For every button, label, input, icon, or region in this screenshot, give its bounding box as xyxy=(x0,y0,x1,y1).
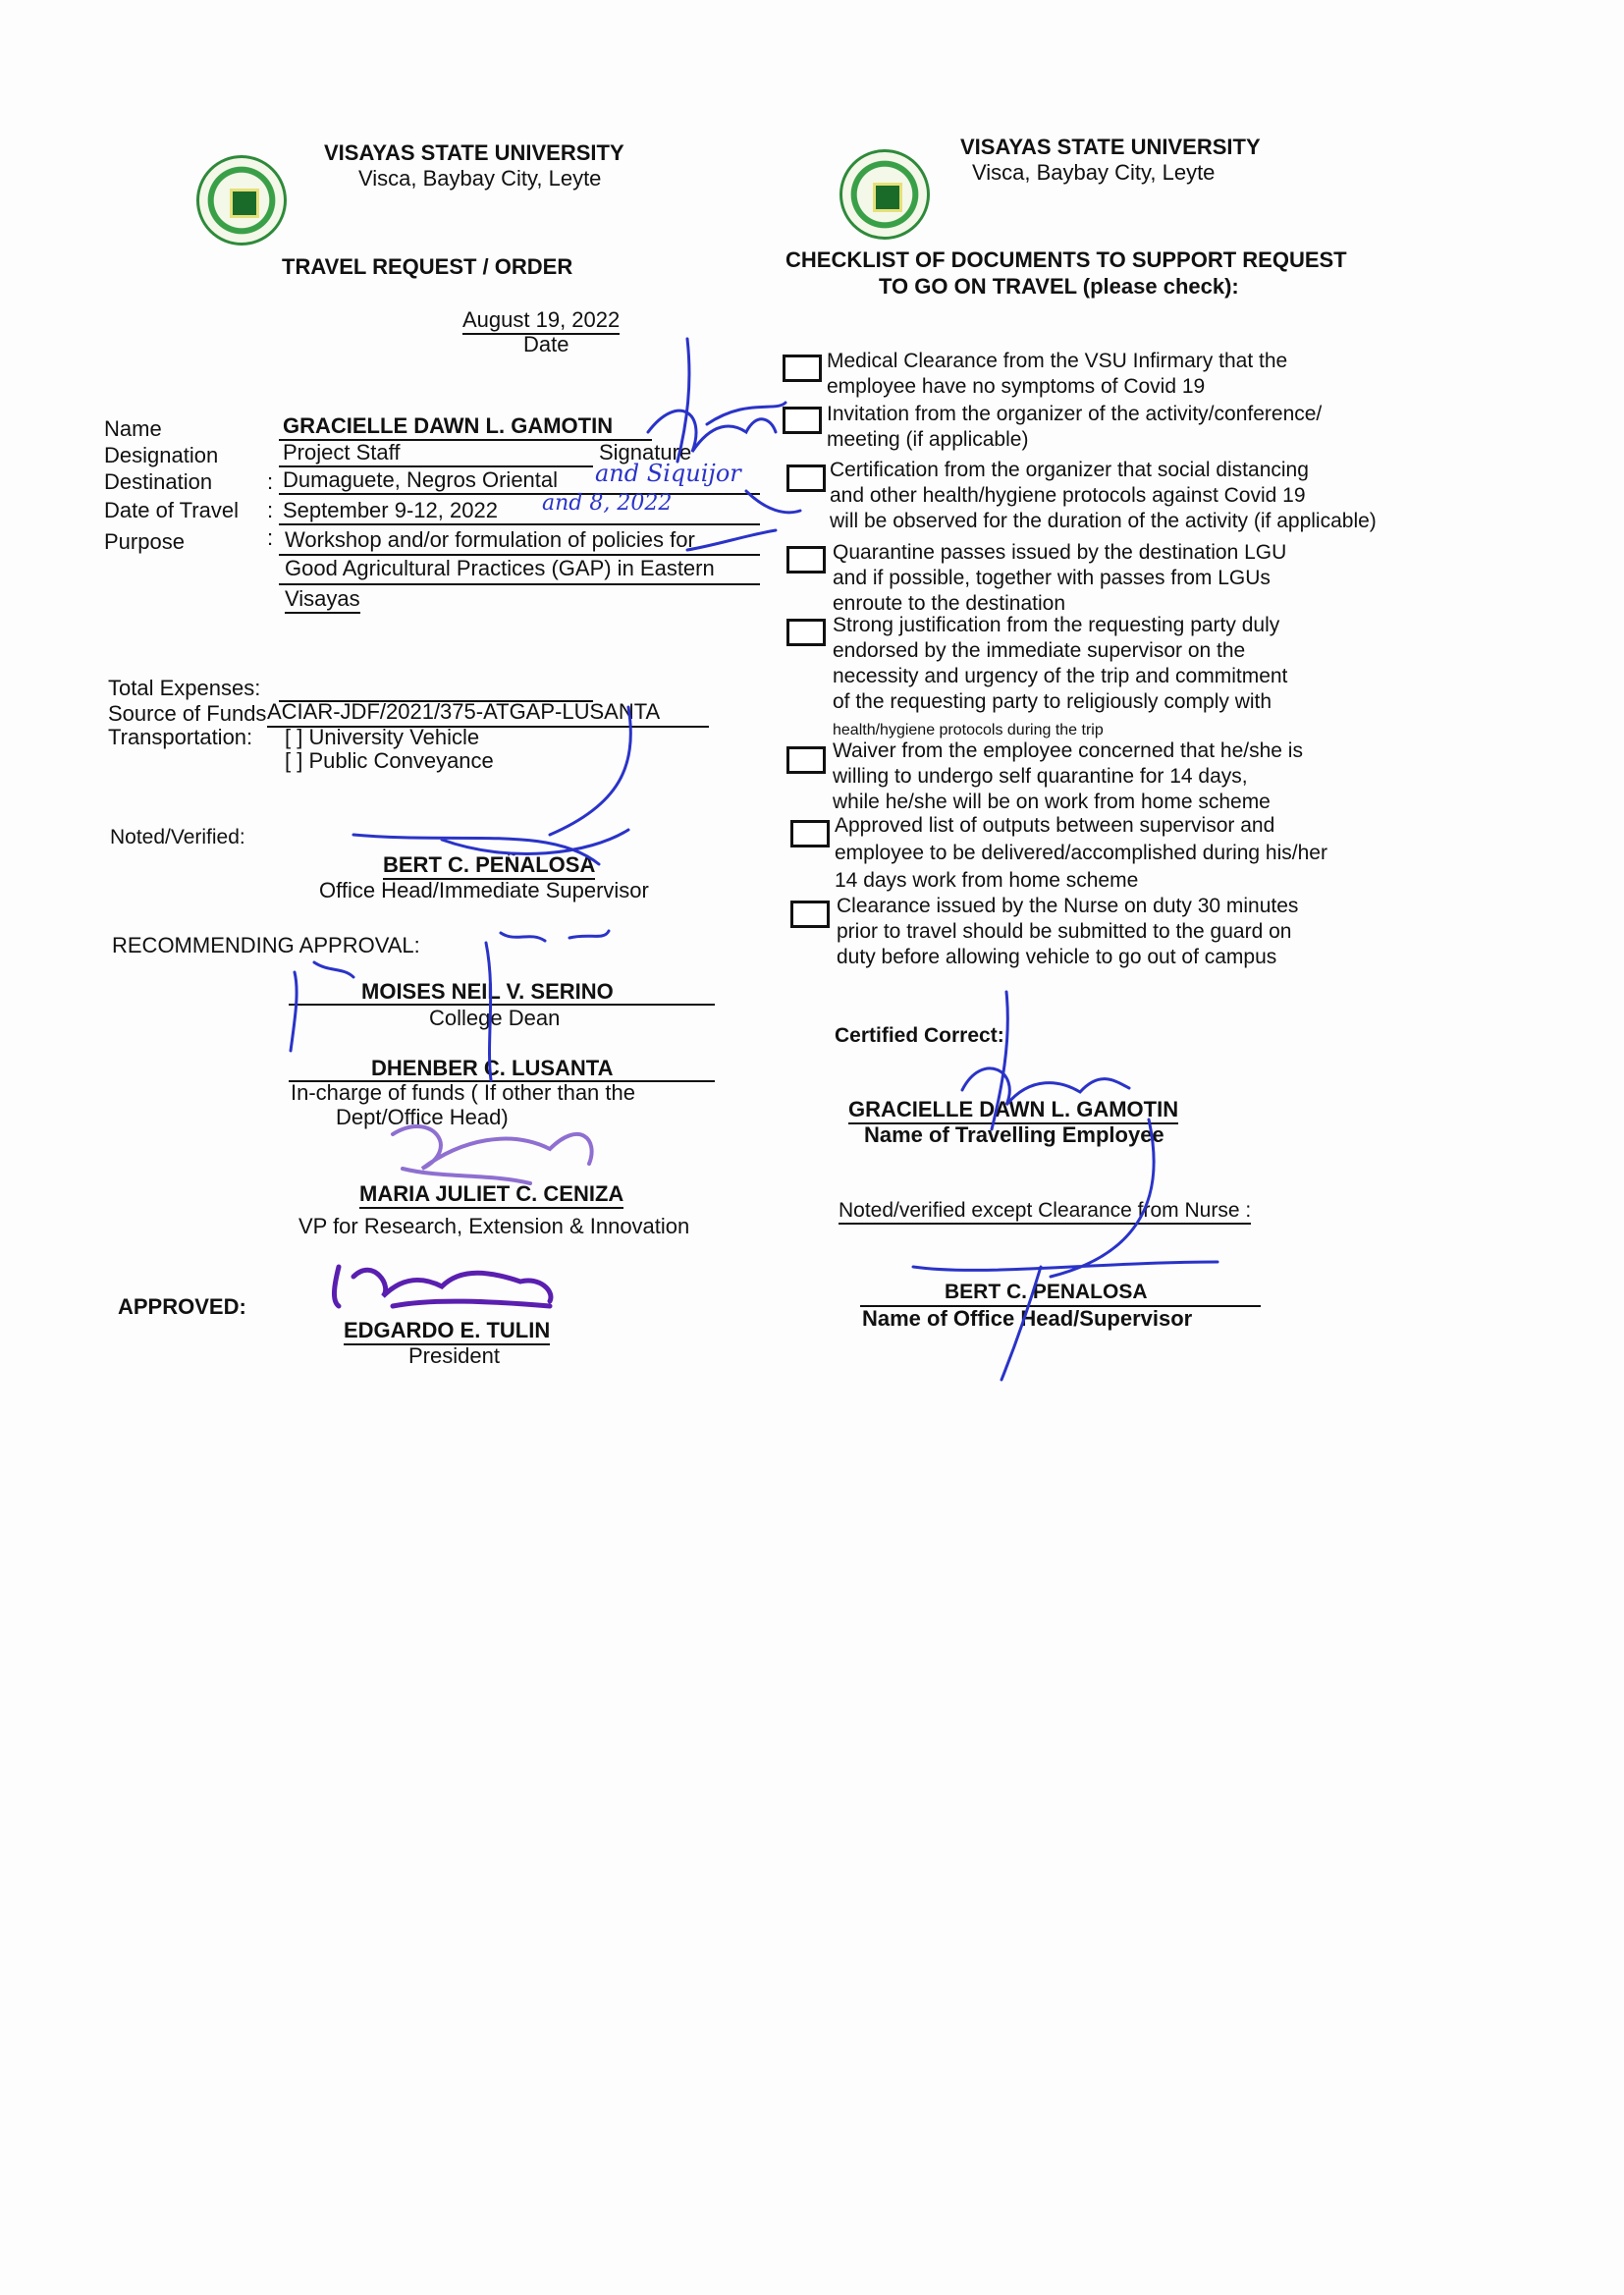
checklist-item-8-line-2: prior to travel should be submitted to the guard on xyxy=(837,920,1292,943)
checklist-item-4-line-3: enroute to the destination xyxy=(833,592,1066,615)
checklist-item-5-line-4: of the requesting party to religiously comply with xyxy=(833,690,1272,713)
date-of-travel-value: September 9-12, 2022 xyxy=(283,498,498,522)
handwritten-destination-note: and Siquijor xyxy=(595,460,741,487)
transportation-label: Transportation: xyxy=(108,725,253,749)
designation-value: Project Staff xyxy=(283,440,401,464)
checklist-item-7-line-2: employee to be delivered/accomplished during his/her xyxy=(835,842,1327,864)
signature-dean-icon xyxy=(486,931,609,1080)
checklist-item-5-line-1: Strong justification from the requesting party duly xyxy=(833,614,1280,636)
checklist-item-5-line-3: necessity and urgency of the trip and commitment xyxy=(833,665,1288,687)
checklist-item-1-line-2: employee have no symptoms of Covid 19 xyxy=(827,375,1206,398)
checklist-title-line-2: TO GO ON TRAVEL (please check): xyxy=(879,274,1239,299)
recommending-approval-label: RECOMMENDING APPROVAL: xyxy=(112,933,420,957)
employee-name: GRACIELLE DAWN L. GAMOTIN xyxy=(848,1097,1178,1124)
signature-vp-icon xyxy=(393,1126,592,1183)
total-expenses-label: Total Expenses: xyxy=(108,676,261,700)
checklist-item-7-line-3: 14 days work from home scheme xyxy=(835,869,1139,892)
university-address-right: Visca, Baybay City, Leyte xyxy=(972,160,1216,185)
supervisor-title: Office Head/Immediate Supervisor xyxy=(319,878,649,902)
date-label: Date xyxy=(523,332,569,356)
initials-recommending-icon xyxy=(291,962,353,1051)
certified-correct-label: Certified Correct: xyxy=(835,1024,1004,1047)
supervisor-name: BERT C. PEÑALOSA xyxy=(383,852,595,880)
funds-incharge-name: DHENBER C. LUSANTA xyxy=(371,1056,614,1080)
university-name-right: VISAYAS STATE UNIVERSITY xyxy=(960,135,1261,159)
checklist-title-line-1: CHECKLIST OF DOCUMENTS TO SUPPORT REQUEST xyxy=(785,247,1347,272)
destination-label: Destination xyxy=(104,469,213,494)
checklist-item-3-line-3: will be observed for the duration of the activity (if applicable) xyxy=(830,510,1377,532)
checklist-item-8-line-3: duty before allowing vehicle to go out of campus xyxy=(837,946,1277,968)
vp-title: VP for Research, Extension & Innovation xyxy=(298,1214,690,1238)
purpose-line-1: Workshop and/or formulation of policies for xyxy=(285,527,695,552)
funds-incharge-title-1: In-charge of funds ( If other than the xyxy=(291,1080,635,1105)
request-date: August 19, 2022 xyxy=(462,307,620,335)
checklist-item-4-line-1: Quarantine passes issued by the destination LGU xyxy=(833,541,1287,564)
signature-office-head-icon xyxy=(913,1120,1218,1277)
dean-name: MOISES NEIL V. SERINO xyxy=(361,979,614,1004)
university-name-left: VISAYAS STATE UNIVERSITY xyxy=(324,140,624,165)
signature-employee-icon xyxy=(962,992,1129,1129)
handwritten-date-note: and 8, 2022 xyxy=(542,491,673,516)
checklist-item-6-line-3: while he/she will be on work from home scheme xyxy=(833,791,1271,813)
president-title: President xyxy=(408,1343,500,1368)
funds-incharge-title-2: Dept/Office Head) xyxy=(336,1105,509,1129)
signature-label: Signature xyxy=(599,440,692,464)
form-title: TRAVEL REQUEST / ORDER xyxy=(282,254,573,279)
purpose-line-3: Visayas xyxy=(285,586,360,614)
purpose-line-2: Good Agricultural Practices (GAP) in Eastern xyxy=(285,556,715,580)
checklist-item-8-line-1: Clearance issued by the Nurse on duty 30 minutes xyxy=(837,895,1299,917)
signature-traveller-icon xyxy=(648,339,785,462)
checklist-item-3-line-1: Certification from the organizer that social distancing xyxy=(830,459,1309,481)
dean-title: College Dean xyxy=(429,1006,561,1030)
option-public-conveyance: [ ] Public Conveyance xyxy=(285,748,494,773)
checklist-item-5-line-5: health/hygiene protocols during the trip xyxy=(833,722,1104,738)
annotation-strokes-icon xyxy=(687,491,800,550)
checklist-item-3-line-2: and other health/hygiene protocols against Covid 19 xyxy=(830,484,1306,507)
signature-office-head-tail-icon xyxy=(1001,1267,1041,1380)
noted-verified-nurse-text: Noted/verified except Clearance from Nurse : xyxy=(839,1199,1251,1225)
destination-value: Dumaguete, Negros Oriental xyxy=(283,467,559,492)
checklist-item-6-line-2: willing to undergo self quarantine for 14 days, xyxy=(833,765,1248,788)
vp-name: MARIA JULIET C. CENIZA xyxy=(359,1181,623,1209)
noted-verified-label: Noted/Verified: xyxy=(110,826,245,848)
approved-label: APPROVED: xyxy=(118,1294,246,1319)
designation-label: Designation xyxy=(104,443,219,467)
checklist-item-5-line-2: endorsed by the immediate supervisor on the xyxy=(833,639,1246,662)
name-label: Name xyxy=(104,416,162,441)
purpose-label: Purpose xyxy=(104,529,185,554)
university-address-left: Visca, Baybay City, Leyte xyxy=(358,166,602,191)
date-of-travel-label: Date of Travel xyxy=(104,498,239,522)
signature-supervisor-icon xyxy=(353,707,630,864)
traveller-name: GRACIELLE DAWN L. GAMOTIN xyxy=(283,413,614,438)
checklist-item-2-line-1: Invitation from the organizer of the activity/conference/ xyxy=(827,403,1323,425)
checklist-item-6-line-1: Waiver from the employee concerned that he/she is xyxy=(833,739,1303,762)
source-of-funds-label: Source of Funds xyxy=(108,701,267,726)
office-head-name: BERT C. PENALOSA xyxy=(945,1281,1148,1303)
checklist-item-2-line-2: meeting (if applicable) xyxy=(827,428,1029,451)
employee-caption: Name of Travelling Employee xyxy=(864,1122,1164,1147)
president-name: EDGARDO E. TULIN xyxy=(344,1318,550,1345)
source-of-funds-value: ACIAR-JDF/2021/375-ATGAP-LUSANTA xyxy=(267,699,661,724)
checklist-item-1-line-1: Medical Clearance from the VSU Infirmary that the xyxy=(827,350,1288,372)
checklist-item-4-line-2: and if possible, together with passes from LGUs xyxy=(833,567,1271,589)
office-head-caption: Name of Office Head/Supervisor xyxy=(862,1306,1193,1331)
checklist-item-7-line-1: Approved list of outputs between supervisor and xyxy=(835,814,1275,837)
option-university-vehicle: [ ] University Vehicle xyxy=(285,725,480,749)
signature-president-icon xyxy=(334,1267,550,1306)
